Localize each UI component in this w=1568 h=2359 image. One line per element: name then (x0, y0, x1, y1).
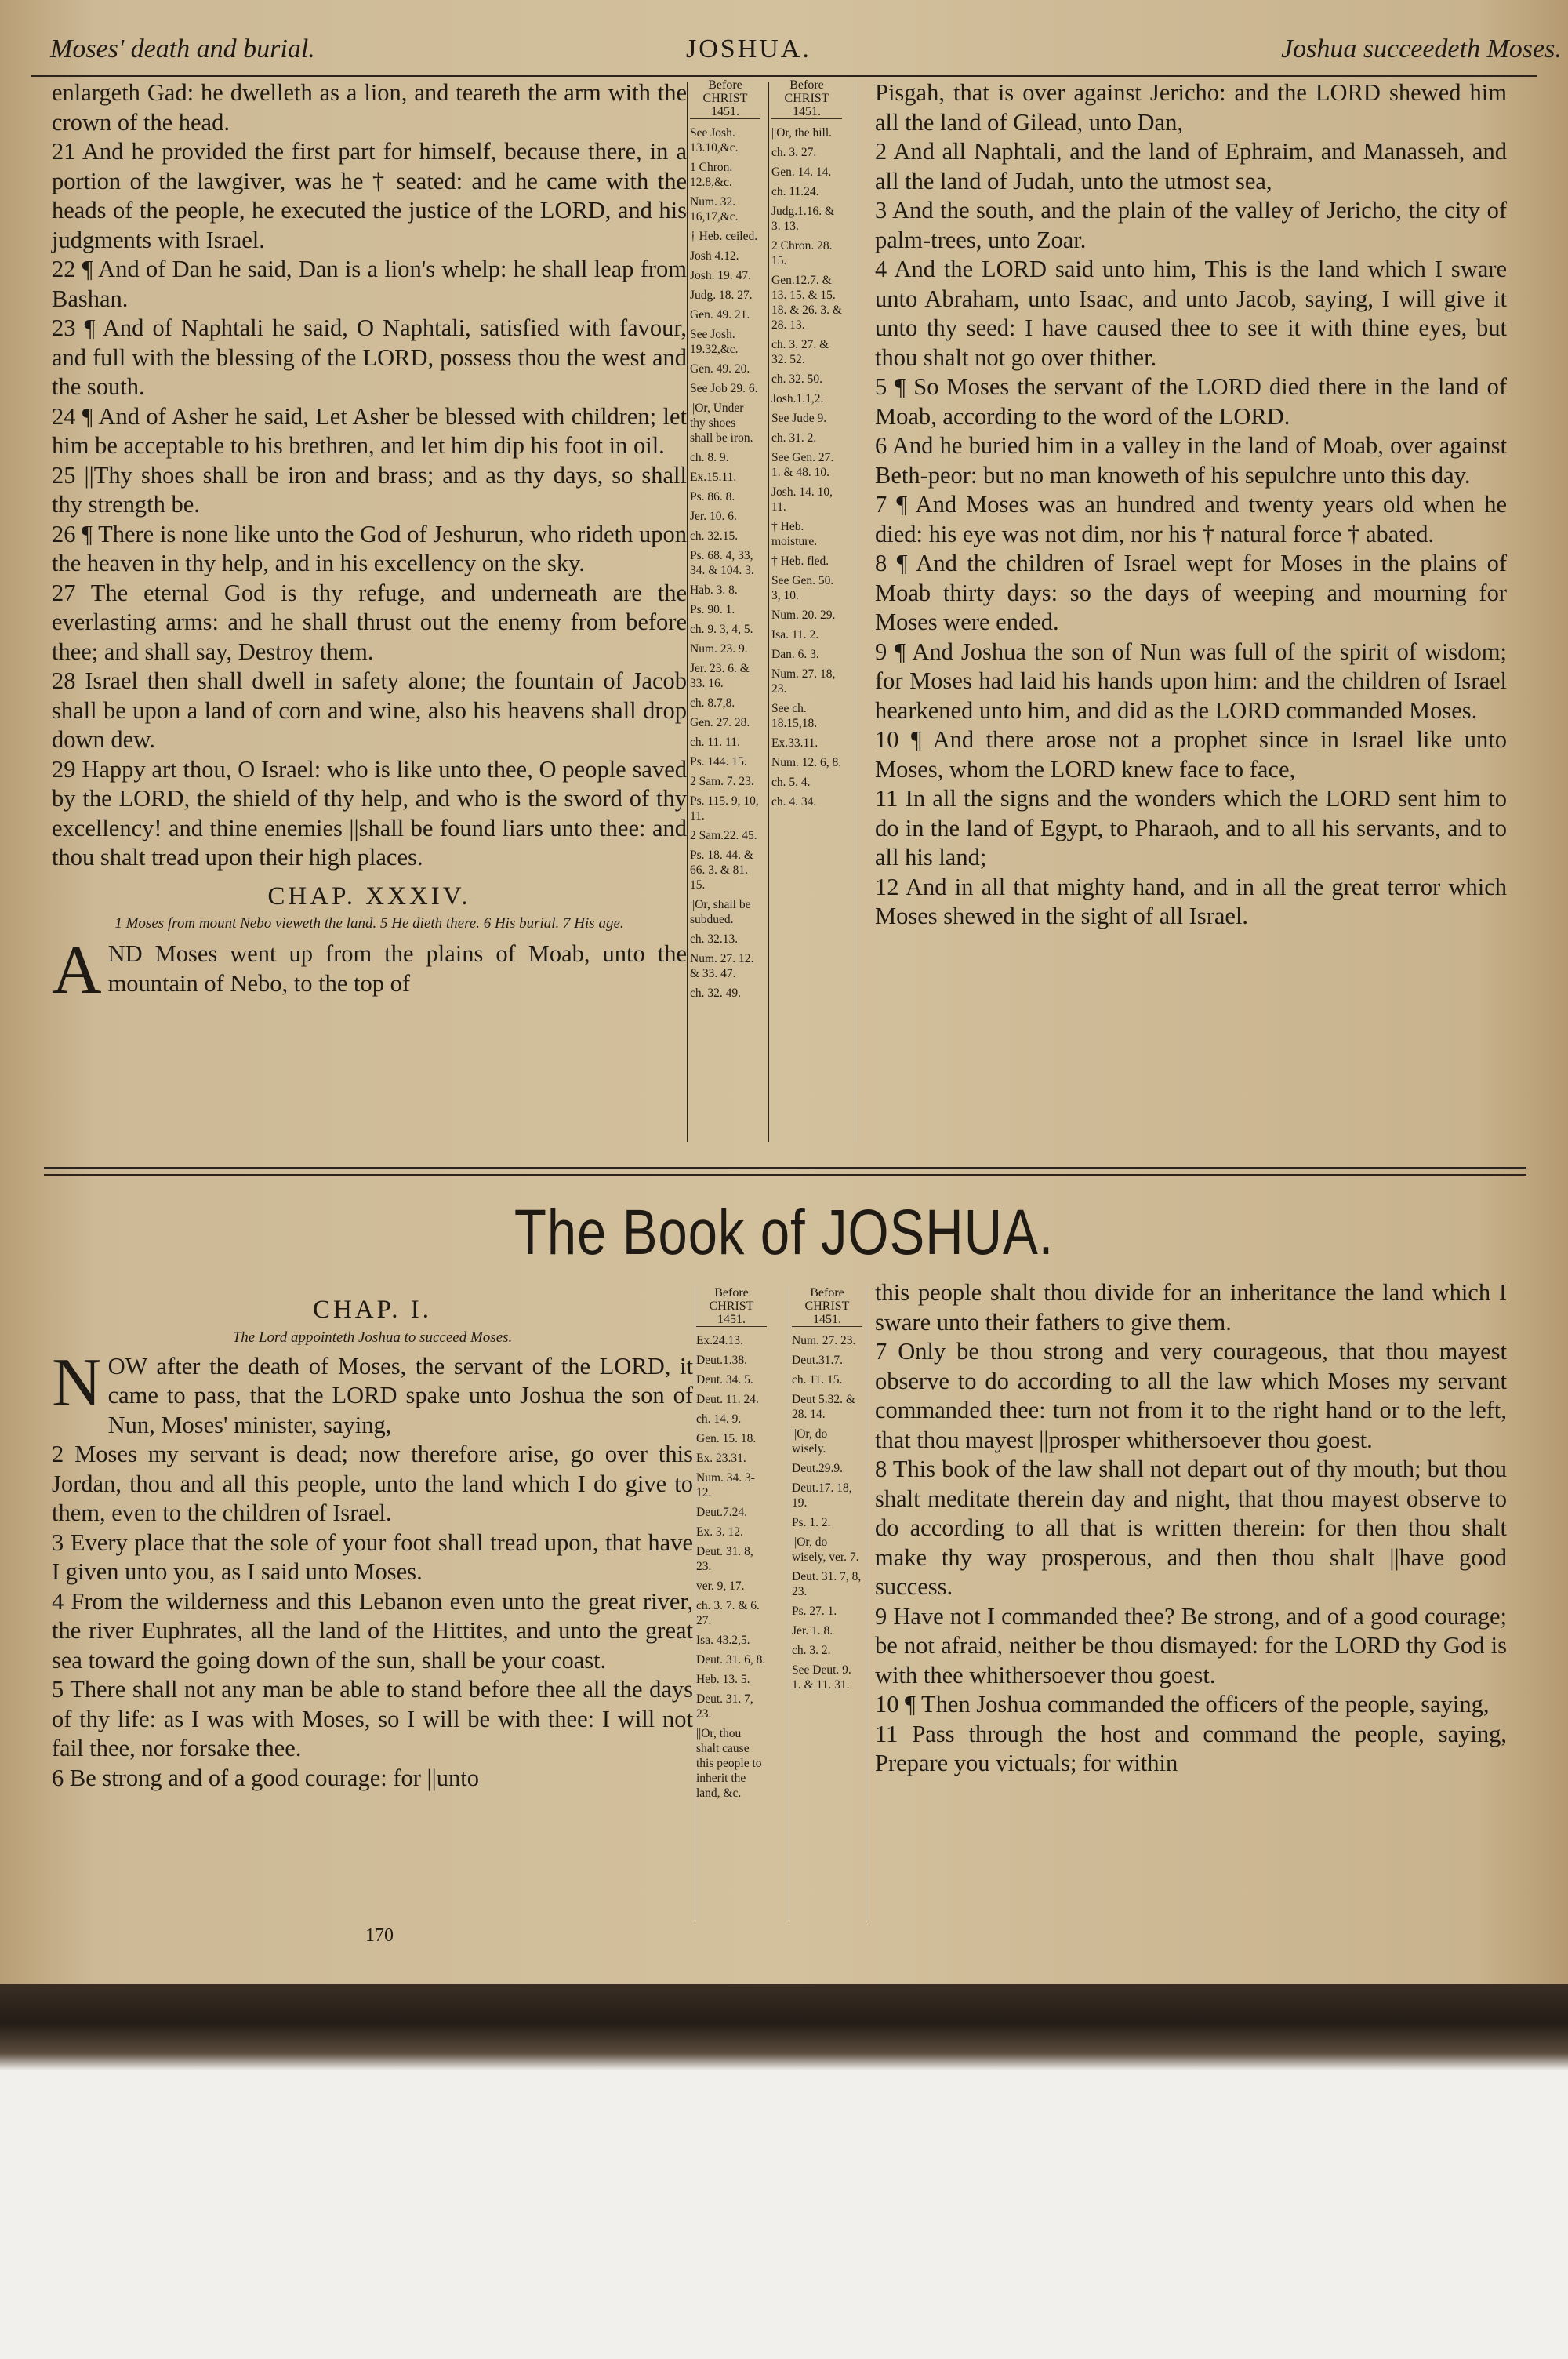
before-christ-date: Before CHRIST 1451. (792, 1286, 862, 1327)
verse: 27 The eternal God is thy refuge, and underneath are the everlasting arms: and he shall thrust out the enemy from before thee; and shall say, Destroy them. (52, 579, 687, 665)
drop-cap: A (52, 932, 102, 1009)
cross-reference: Num. 20. 29. (771, 609, 836, 622)
cross-reference: Num. 32. 16,17,&c. (690, 195, 739, 224)
cross-reference: ch. 11. 11. (690, 736, 740, 749)
cross-reference: Gen. 49. 20. (690, 362, 750, 376)
running-header-right: Joshua succeedeth Moses. (1281, 35, 1562, 64)
verse: 11 In all the signs and the wonders which the LORD sent him to do in the land of Egypt, to Pharaoh, and to all his servants, and to all his land; (875, 785, 1507, 871)
cross-reference: ch. 3. 27. & 32. 52. (771, 338, 829, 366)
cross-reference: † Heb. fled. (771, 554, 829, 568)
cross-reference: Num. 27. 23. (792, 1334, 856, 1347)
cross-reference: Gen. 15. 18. (696, 1432, 757, 1445)
cross-reference: ch. 11.24. (771, 185, 819, 198)
verse: 6 Be strong and of a good courage: for ||unto (52, 1764, 479, 1791)
cross-reference: ||Or, shall be subdued. (690, 898, 751, 926)
cross-reference: ch. 9. 3, 4, 5. (690, 623, 753, 636)
cross-reference: Ex.24.13. (696, 1334, 743, 1347)
cross-reference: ch. 32. 49. (690, 987, 742, 1000)
cross-reference: ch. 3. 2. (792, 1644, 831, 1657)
before-christ-date: Before CHRIST 1451. (690, 78, 760, 119)
column-rule (687, 82, 688, 1142)
verse: ND Moses went up from the plains of Moab, unto the mountain of Nebo, to the top of (107, 940, 687, 997)
cross-reference: Dan. 6. 3. (771, 648, 819, 661)
cross-reference: ch. 11. 15. (792, 1373, 843, 1387)
chapter-heading: CHAP. I. (312, 1296, 433, 1324)
verse: 26 ¶ There is none like unto the God of Jeshurun, who rideth upon the heaven in thy help, and in his excellency on the sky. (52, 520, 687, 576)
verse: 10 ¶ And there arose not a prophet since in Israel like unto Moses, whom the LORD knew face to face, (875, 726, 1507, 783)
cross-reference: Deut.1.38. (696, 1354, 748, 1367)
verse: 11 Pass through the host and command the people, saying, Prepare you victuals; for within (875, 1720, 1507, 1776)
cross-reference: Deut.7.24. (696, 1506, 748, 1519)
cross-reference: ||Or, thou shalt cause this people to inherit the land, &c. (696, 1727, 762, 1800)
verse: 5 ¶ So Moses the servant of the LORD died there in the land of Moab, according to the word of the LORD. (875, 373, 1507, 430)
cross-reference: See Deut. 9. 1. & 11. 31. (792, 1663, 851, 1692)
margin-references-4 (792, 1286, 862, 1697)
cross-reference: Ex. 3. 12. (696, 1525, 743, 1539)
cross-reference: Ex. 23.31. (696, 1452, 746, 1465)
verse: 4 And the LORD said unto him, This is the land which I sware unto Abraham, unto Isaac, and unto Jacob, saying, I will give it unto thy seed: I have caused thee to see it with thine eyes, but thou shalt not go over thither. (875, 256, 1507, 371)
cross-reference: Deut. 31. 6, 8. (696, 1653, 766, 1667)
verse: 25 ||Thy shoes shall be iron and brass; and as thy days, so shall thy strength be. (52, 461, 687, 518)
deut33-column (52, 78, 687, 1009)
cross-reference: Deut. 11. 24. (696, 1393, 759, 1406)
verse: enlargeth Gad: he dwelleth as a lion, and teareth the arm with the crown of the head. (52, 79, 687, 136)
cross-reference: 2 Chron. 28. 15. (771, 239, 833, 267)
cross-reference: See ch. 18.15,18. (771, 702, 818, 730)
cross-reference: ch. 32.13. (690, 932, 739, 946)
cross-reference: Josh 4.12. (690, 249, 739, 263)
cross-reference: ||Or, Under thy shoes shall be iron. (690, 402, 753, 445)
cross-reference: Num. 34. 3-12. (696, 1471, 755, 1499)
before-christ-date: Before CHRIST 1451. (696, 1286, 767, 1327)
cross-reference: ch. 3. 7. & 6. 27. (696, 1599, 760, 1627)
cross-reference: Num. 23. 9. (690, 642, 748, 656)
column-rule (768, 82, 769, 1142)
cross-reference: † Heb. ceiled. (690, 230, 758, 243)
verse: 7 ¶ And Moses was an hundred and twenty years old when he died: his eye was not dim, nor his † natural force † abated. (875, 491, 1507, 547)
deut34-column (875, 78, 1507, 932)
verse: 4 From the wilderness and this Lebanon even unto the great river, the river Euphrates, all the land of the Hittites, and unto the great sea toward the going down of the sun, shall be your coast. (52, 1587, 693, 1674)
cross-reference: ch. 31. 2. (771, 431, 817, 445)
cross-reference: Gen. 14. 14. (771, 165, 832, 179)
cross-reference: ch. 32.15. (690, 529, 739, 543)
cross-reference: Deut.29.9. (792, 1462, 844, 1475)
chapter-summary: The Lord appointeth Joshua to succeed Moses. (232, 1329, 513, 1346)
cross-reference: Deut. 34. 5. (696, 1373, 753, 1387)
verse: 2 And all Naphtali, and the land of Ephraim, and Manasseh, and all the land of Judah, unto the utmost sea, (875, 138, 1507, 194)
cross-reference: ch. 3. 27. (771, 146, 817, 159)
verse: 8 ¶ And the children of Israel wept for Moses in the plains of Moab thirty days: so the days of weeping and mourning for Moses were ended. (875, 550, 1507, 635)
verse: 23 ¶ And of Naphtali he said, O Naphtali, satisfied with favour, and full with the blessing of the LORD, possess thou the west and the south. (52, 314, 687, 400)
cross-reference: Josh.1.1,2. (771, 392, 824, 405)
drop-cap: N (52, 1344, 102, 1421)
cross-reference: ch. 8. 9. (690, 451, 729, 464)
cross-reference: Hab. 3. 8. (690, 583, 738, 597)
verse: 3 Every place that the sole of your foot shall tread upon, that have I given unto you, as I said unto Moses. (52, 1528, 693, 1585)
cross-reference: ch. 14. 9. (696, 1412, 742, 1426)
verse: 24 ¶ And of Asher he said, Let Asher be blessed with children; let him be acceptable to his brethren, and let him dip his foot in oil. (52, 402, 687, 459)
cross-reference: Gen. 27. 28. (690, 716, 750, 729)
cross-reference: Isa. 43.2,5. (696, 1634, 750, 1647)
cross-reference: Ps. 18. 44. & 66. 3. & 81. 15. (690, 849, 753, 892)
cross-reference: Num. 12. 6, 8. (771, 756, 842, 769)
cross-reference: 2 Sam. 7. 23. (690, 775, 754, 788)
cross-reference: 2 Sam.22. 45. (690, 829, 757, 842)
cross-reference: See Josh. 19.32,&c. (690, 328, 739, 356)
cross-reference: Ps. 144. 15. (690, 755, 747, 769)
cross-reference: Ex.15.11. (690, 471, 737, 484)
joshua1-right-column (875, 1278, 1507, 1779)
verse: 28 Israel then shall dwell in safety alone; the fountain of Jacob shall be upon a land of corn and wine, also his heavens shall drop down dew. (52, 667, 687, 753)
cross-reference: Ps. 27. 1. (792, 1605, 837, 1618)
cross-reference: Gen. 49. 21. (690, 308, 750, 322)
header-rule (31, 75, 1537, 77)
cross-reference: Deut.17. 18, 19. (792, 1481, 852, 1510)
cross-reference: ch. 32. 50. (771, 373, 823, 386)
cross-reference: Jer. 10. 6. (690, 510, 737, 523)
book-divider-rule (44, 1167, 1526, 1169)
cross-reference: ||Or, do wisely. (792, 1427, 828, 1456)
cross-reference: Isa. 11. 2. (771, 628, 819, 642)
cross-reference: ||Or, the hill. (771, 126, 833, 140)
cross-reference: See Gen. 27. 1. & 48. 10. (771, 451, 834, 479)
page-number: 170 (365, 1925, 394, 1946)
cross-reference: ||Or, do wisely, ver. 7. (792, 1536, 859, 1564)
margin-references-2 (771, 78, 842, 814)
cross-reference: 1 Chron. 12.8,&c. (690, 161, 733, 189)
verse: this people shalt thou divide for an inheritance the land which I sware unto their fathers to give them. (875, 1279, 1507, 1336)
verse: 8 This book of the law shall not depart out of thy mouth; but thou shalt meditate therein day and night, that thou mayest observe to do according to all that is written therein: for then thou shalt make thy way prosperous, and then thou shalt ||have good success. (875, 1456, 1507, 1600)
verse: 2 Moses my servant is dead; now therefore arise, go over this Jordan, thou and all this people, unto the land which I do give to them, even to the children of Israel. (52, 1441, 693, 1526)
cross-reference: Deut 5.32. & 28. 14. (792, 1393, 855, 1421)
book-title: The Book of JOSHUA. (514, 1197, 1054, 1268)
cross-reference: Ps. 115. 9, 10, 11. (690, 794, 759, 823)
cross-reference: Josh. 14. 10, 11. (771, 485, 833, 514)
cross-reference: Deut. 31. 8, 23. (696, 1545, 753, 1573)
cross-reference: Jer. 23. 6. & 33. 16. (690, 662, 750, 690)
cross-reference: See Gen. 50. 3, 10. (771, 574, 834, 602)
verse: OW after the death of Moses, the servant of the LORD, it came to pass, that the LORD spake unto Joshua the son of Nun, Moses' minister, saying, (107, 1352, 693, 1438)
verse: 9 ¶ And Joshua the son of Nun was full of the spirit of wisdom; for Moses had laid his hands upon him: and the children of Israel hearkened unto him, and did as the LORD commanded Moses. (875, 638, 1507, 724)
verse: 12 And in all that mighty hand, and in all the great terror which Moses shewed in the sight of all Israel. (875, 873, 1507, 929)
running-header-left: Moses' death and burial. (50, 35, 315, 64)
book-edge (0, 1984, 1568, 2070)
book-divider-rule (44, 1174, 1526, 1176)
cross-reference: Ps. 90. 1. (690, 603, 735, 616)
cross-reference: Gen.12.7. & 13. 15. & 15. 18. & 26. 3. & 28. 13. (771, 274, 842, 332)
cross-reference: Deut. 31. 7, 8, 23. (792, 1570, 862, 1598)
cross-reference: See Job 29. 6. (690, 382, 758, 395)
cross-reference: See Josh. 13.10,&c. (690, 126, 739, 154)
cross-reference: ch. 8.7,8. (690, 696, 735, 710)
cross-reference: Ps. 68. 4, 33, 34. & 104. 3. (690, 549, 754, 577)
cross-reference: Josh. 19. 47. (690, 269, 751, 282)
verse: 3 And the south, and the plain of the valley of Jericho, the city of palm-trees, unto Zoar. (875, 197, 1507, 253)
chapter-heading: CHAP. XXXIV. (267, 881, 471, 911)
verse: Pisgah, that is over against Jericho: and the LORD shewed him all the land of Gilead, unto Dan, (875, 79, 1507, 136)
margin-references-1 (690, 78, 760, 1005)
cross-reference: ver. 9, 17. (696, 1579, 745, 1593)
cross-reference: Ps. 1. 2. (792, 1516, 831, 1529)
verse: 10 ¶ Then Joshua commanded the officers of the people, saying, (875, 1691, 1490, 1717)
cross-reference: Jer. 1. 8. (792, 1624, 833, 1637)
chapter-summary: 1 Moses from mount Nebo vieweth the land. 5 He dieth there. 6 His burial. 7 His age. (114, 915, 624, 932)
cross-reference: Num. 27. 18, 23. (771, 667, 836, 696)
before-christ-date: Before CHRIST 1451. (771, 78, 842, 119)
verse: 22 ¶ And of Dan he said, Dan is a lion's whelp: he shall leap from Bashan. (52, 256, 687, 312)
verse: 7 Only be thou strong and very courageous, that thou mayest observe to do according to all the law which Moses my servant commanded thee: turn not from it to the right hand or to the left, that thou mayest ||prosper whithersoever thou goest. (875, 1338, 1507, 1453)
cross-reference: Deut.31.7. (792, 1354, 844, 1367)
cross-reference: Judg. 18. 27. (690, 289, 753, 302)
cross-reference: Num. 27. 12. & 33. 47. (690, 952, 754, 980)
cross-reference: Ex.33.11. (771, 736, 818, 750)
margin-references-3 (696, 1286, 767, 1805)
cross-reference: ch. 5. 4. (771, 776, 811, 789)
cross-reference: ch. 4. 34. (771, 795, 817, 809)
cross-reference: Heb. 13. 5. (696, 1673, 750, 1686)
cross-reference: Judg.1.16. & 3. 13. (771, 205, 835, 233)
cross-reference: Deut. 31. 7, 23. (696, 1692, 753, 1721)
cross-reference: Ps. 86. 8. (690, 490, 735, 503)
joshua1-left-column (52, 1286, 693, 1793)
verse: 29 Happy art thou, O Israel: who is like unto thee, O people saved by the LORD, the shield of thy help, and who is the sword of thy excellency! and thine enemies ||shall be found liars unto thee: and thou shalt tread upon their high places. (52, 755, 687, 871)
verse: 6 And he buried him in a valley in the land of Moab, over against Beth-peor: but no man knoweth of his sepulchre unto this day. (875, 432, 1507, 489)
verse: 21 And he provided the first part for himself, because there, in a portion of the lawgiver, was he † seated: and he came with the heads of the people, he executed the justice of the LORD, and his judgments with Israel. (52, 138, 687, 253)
cross-reference: † Heb. moisture. (771, 520, 818, 548)
verse: 5 There shall not any man be able to stand before thee all the days of thy life: as I was with Moses, so I will be with thee: I will not fail thee, nor forsake thee. (52, 1676, 693, 1761)
running-header-title: JOSHUA. (686, 35, 811, 64)
verse: 9 Have not I commanded thee? Be strong, and of a good courage; be not afraid, neither be thou dismayed: for the LORD thy God is with thee whithersoever thou goest. (875, 1602, 1507, 1688)
cross-reference: See Jude 9. (771, 412, 827, 425)
